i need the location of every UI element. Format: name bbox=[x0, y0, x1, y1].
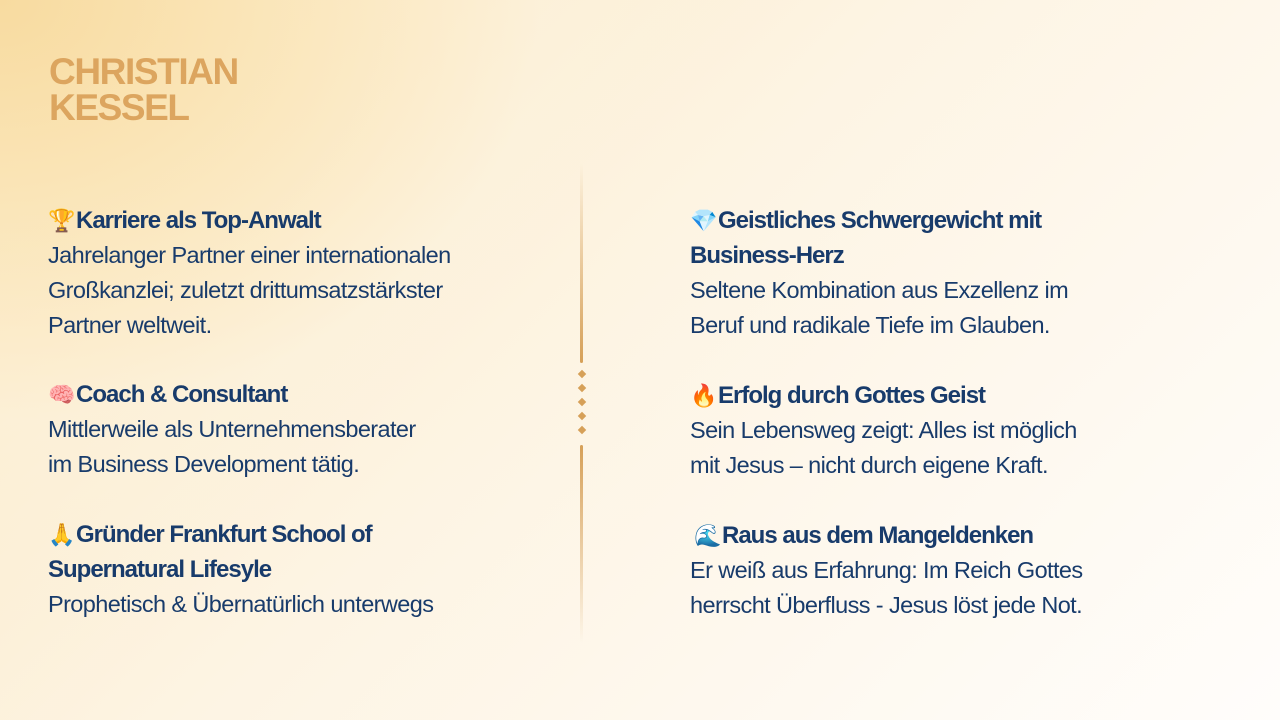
wave-icon: 🌊 bbox=[694, 523, 722, 548]
divider-diamond bbox=[578, 384, 586, 392]
item-success bbox=[690, 378, 1190, 483]
item-heading-text: Geistliches Schwergewicht mit Business-Herz bbox=[690, 207, 1042, 269]
item-body: Seltene Kombination aus Exzellenz im Beruf und radikale Tiefe im Glauben. bbox=[690, 277, 1069, 338]
item-body: Mittlerweile als Unternehmensberater im Business Development tätig. bbox=[48, 416, 416, 477]
item-body: Er weiß aus Erfahrung: Im Reich Gottes herrscht Überfluss - Jesus löst jede Not. bbox=[690, 557, 1083, 618]
item-heading bbox=[48, 517, 568, 587]
item-coach bbox=[48, 377, 568, 482]
title-line-first-name: CHRISTIAN bbox=[49, 51, 238, 92]
fire-icon: 🔥 bbox=[690, 383, 718, 408]
divider-diamond bbox=[578, 370, 586, 378]
trophy-icon: 🏆 bbox=[48, 208, 76, 233]
item-heading bbox=[48, 377, 568, 412]
item-heading-text: Gründer Frankfurt School of Supernatural Lifesyle bbox=[48, 521, 372, 583]
item-abundance bbox=[690, 518, 1190, 623]
column-divider bbox=[579, 163, 585, 643]
item-heading-text: Coach & Consultant bbox=[76, 381, 288, 408]
item-heading bbox=[690, 378, 1190, 413]
item-heading-text: Erfolg durch Gottes Geist bbox=[718, 382, 986, 409]
praying-hands-icon: 🙏 bbox=[48, 522, 76, 547]
item-heading-text: Karriere als Top-Anwalt bbox=[76, 207, 321, 234]
item-body: Prophetisch & Übernatürlich unterwegs bbox=[48, 591, 434, 617]
gem-icon: 💎 bbox=[690, 208, 718, 233]
divider-diamond bbox=[578, 426, 586, 434]
item-heading bbox=[690, 518, 1190, 553]
item-career bbox=[48, 203, 568, 343]
item-heading-text: Raus aus dem Mangeldenken bbox=[722, 522, 1034, 549]
item-heading bbox=[690, 203, 1190, 273]
divider-line-top bbox=[580, 163, 583, 363]
brain-icon: 🧠 bbox=[48, 382, 76, 407]
item-heading bbox=[48, 203, 568, 238]
divider-diamond bbox=[578, 412, 586, 420]
page-title bbox=[49, 51, 238, 128]
item-body: Sein Lebensweg zeigt: Alles ist möglich mit Jesus – nicht durch eigene Kraft. bbox=[690, 417, 1077, 478]
divider-line-bottom bbox=[580, 445, 583, 643]
item-body: Jahrelanger Partner einer internationalen Großkanzlei; zuletzt drittumsatzstärkster Partner weltweit. bbox=[48, 242, 451, 338]
title-line-last-name: KESSEL bbox=[49, 87, 189, 128]
item-founder bbox=[48, 517, 568, 622]
item-spiritual bbox=[690, 203, 1190, 343]
divider-diamond bbox=[578, 398, 586, 406]
